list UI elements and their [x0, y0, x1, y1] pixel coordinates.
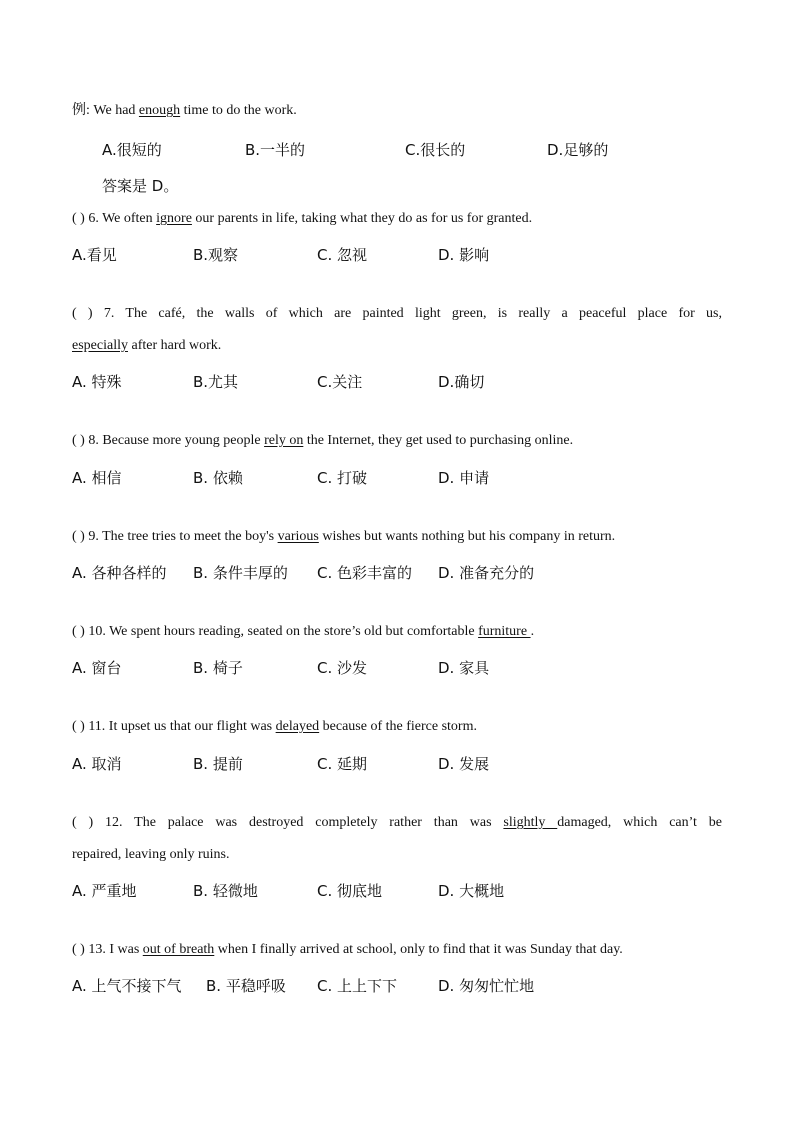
- option-a: A. 窗台: [72, 659, 122, 677]
- option-c: C. 忽视: [317, 246, 368, 264]
- option-b: B. 轻微地: [193, 882, 258, 900]
- underlined-word: especially: [72, 338, 128, 353]
- option-a: A. 取消: [72, 755, 122, 773]
- underlined-word: slightly: [503, 815, 558, 830]
- option-c: C. 沙发: [317, 659, 368, 677]
- question-7: ( ) 7. The café, the walls of which are painted light green, is really a peaceful place for us,: [72, 306, 722, 321]
- option-c: C. 彻底地: [317, 882, 383, 900]
- question-11: ( ) 11. It upset us that our flight was delayed because of the fierce storm.: [72, 719, 477, 734]
- option-c: C.关注: [317, 373, 363, 391]
- option-a: A. 严重地: [72, 882, 137, 900]
- example-prefix: 例:: [72, 103, 94, 118]
- answer-blank: ( ): [72, 815, 94, 830]
- option-d: D. 申请: [438, 469, 490, 487]
- option-b: B.尤其: [193, 373, 239, 391]
- underlined-word: delayed: [275, 719, 320, 734]
- underlined-word: enough: [138, 103, 181, 118]
- answer-blank: ( ): [72, 306, 93, 321]
- option-b: B.一半的: [245, 141, 306, 159]
- answer-blank: ( ): [72, 211, 85, 226]
- underlined-word: out of breath: [142, 942, 215, 957]
- question-12: ( ) 12. The palace was destroyed completely rather than was slightly damaged, which can’t be: [72, 815, 722, 830]
- answer-blank: ( ): [72, 433, 85, 448]
- option-b: B. 条件丰厚的: [193, 564, 288, 582]
- option-d: D.确切: [438, 373, 485, 391]
- question-12-line2: repaired, leaving only ruins.: [72, 847, 230, 862]
- option-c: C. 上上下下: [317, 977, 398, 995]
- option-c: C. 延期: [317, 755, 368, 773]
- option-c: C. 色彩丰富的: [317, 564, 413, 582]
- example-sentence: 例: We had enough time to do the work.: [72, 103, 297, 118]
- option-d: D. 大概地: [438, 882, 505, 900]
- question-13: ( ) 13. I was out of breath when I finally arrived at school, only to find that it was Sunday that day.: [72, 942, 623, 957]
- option-b: B. 椅子: [193, 659, 243, 677]
- answer-blank: ( ): [72, 624, 85, 639]
- option-c: C. 打破: [317, 469, 368, 487]
- option-a: A. 上气不接下气: [72, 977, 182, 995]
- question-7-line2: especially after hard work.: [72, 338, 222, 353]
- answer-blank: ( ): [72, 719, 85, 734]
- question-9: ( ) 9. The tree tries to meet the boy's various wishes but wants nothing but his company in return.: [72, 529, 616, 544]
- option-d: D. 发展: [438, 755, 490, 773]
- option-a: A. 特殊: [72, 373, 122, 391]
- question-8: ( ) 8. Because more young people rely on the Internet, they get used to purchasing online.: [72, 433, 574, 448]
- option-d: D. 匆匆忙忙地: [438, 977, 535, 995]
- option-a: A. 各种各样的: [72, 564, 167, 582]
- option-b: B. 平稳呼吸: [206, 977, 286, 995]
- option-b: B.观察: [193, 246, 239, 264]
- option-b: B. 依赖: [193, 469, 243, 487]
- option-a: A.很短的: [102, 141, 162, 159]
- option-d: D.足够的: [547, 141, 609, 159]
- question-10: ( ) 10. We spent hours reading, seated on the store’s old but comfortable furniture .: [72, 624, 535, 639]
- answer-blank: ( ): [72, 942, 85, 957]
- option-b: B. 提前: [193, 755, 243, 773]
- underlined-word: furniture: [478, 624, 531, 639]
- option-d: D. 影响: [438, 246, 490, 264]
- option-d: D. 家具: [438, 659, 490, 677]
- underlined-word: ignore: [156, 211, 192, 226]
- option-a: A. 相信: [72, 469, 122, 487]
- underlined-word: rely on: [264, 433, 304, 448]
- option-d: D. 准备充分的: [438, 564, 535, 582]
- option-a: A.看见: [72, 246, 117, 264]
- underlined-word: various: [277, 529, 319, 544]
- example-answer: 答案是 D。: [102, 177, 179, 195]
- answer-blank: ( ): [72, 529, 85, 544]
- question-6: ( ) 6. We often ignore our parents in life, taking what they do as for us for granted.: [72, 211, 533, 226]
- option-c: C.很长的: [405, 141, 466, 159]
